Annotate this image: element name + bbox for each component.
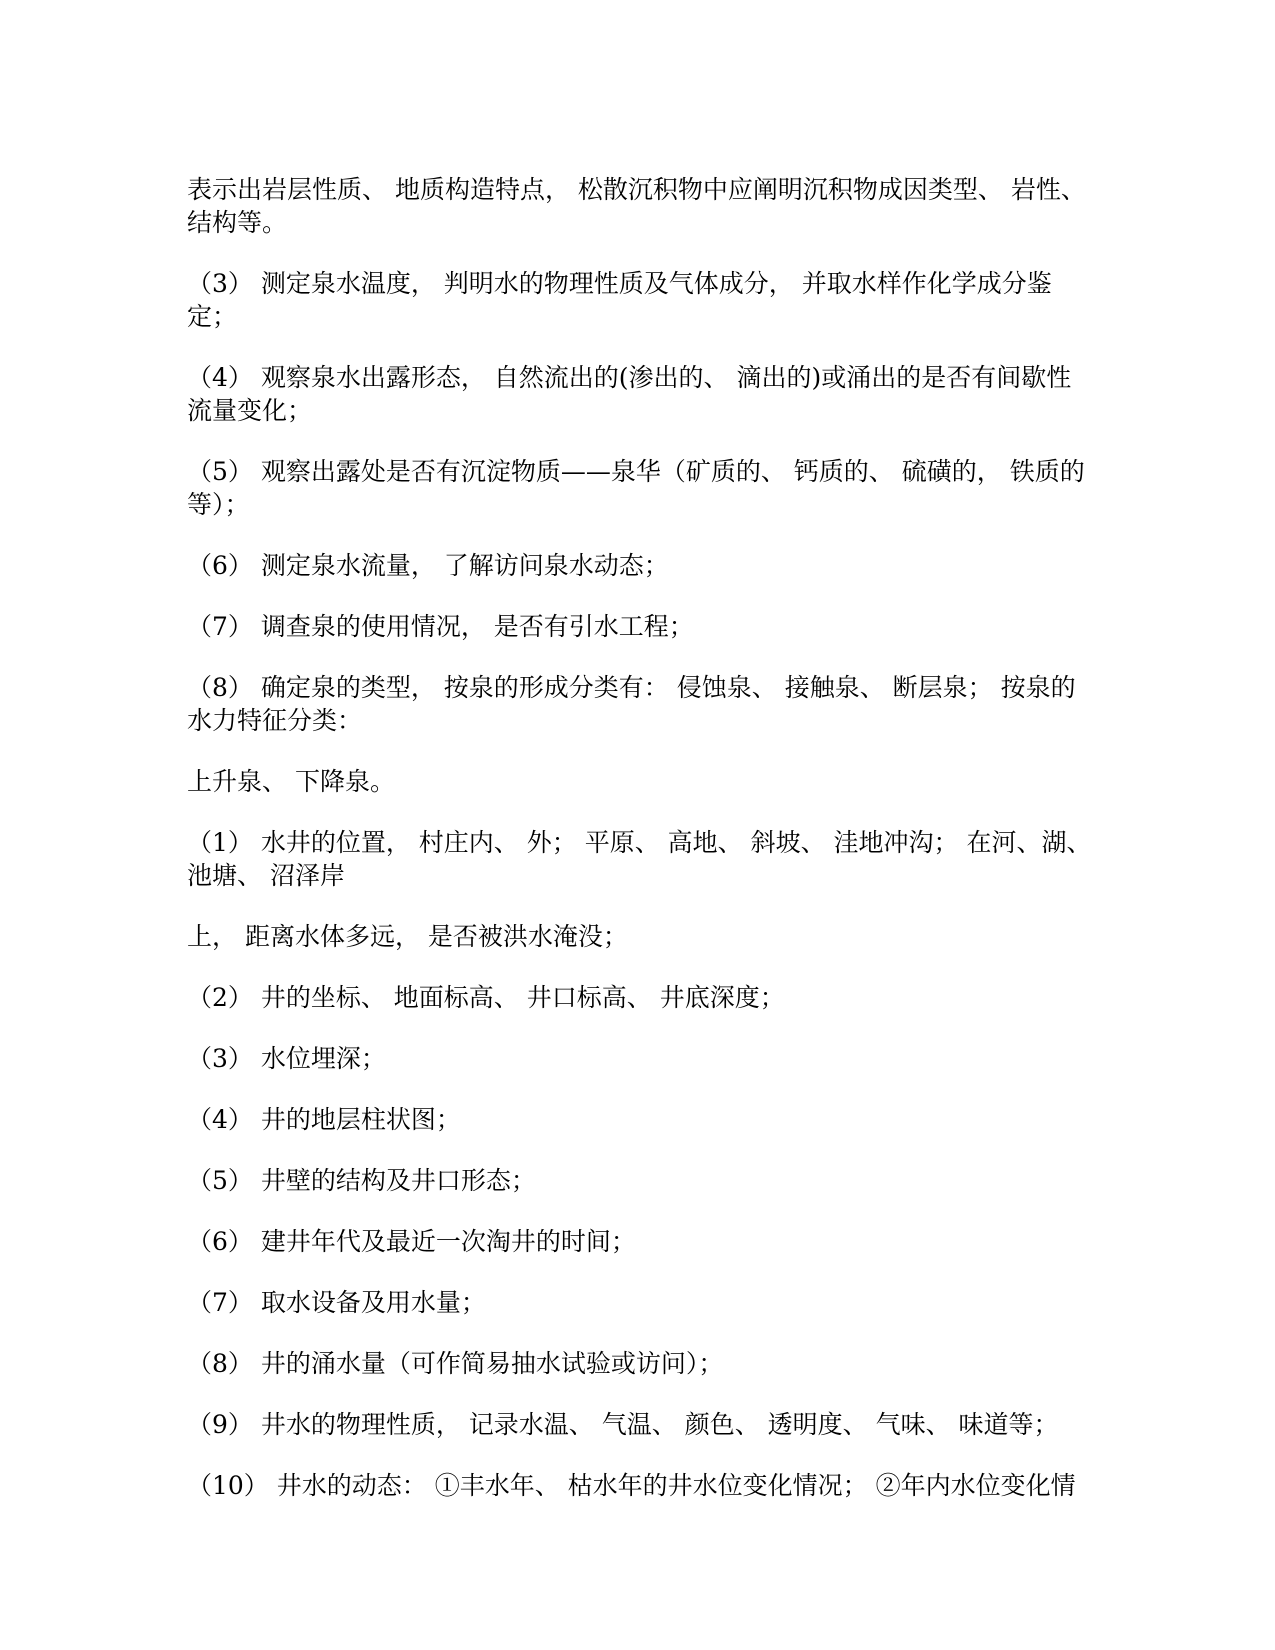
paragraph-15: （6） 建井年代及最近一次淘井的时间； (187, 1227, 636, 1256)
paragraph-3: （4） 观察泉水出露形态， 自然流出的(渗出的、 滴出的)或涌出的是否有间歇性流量变化； (187, 363, 1072, 425)
paragraph-13: （4） 井的地层柱状图； (187, 1105, 461, 1134)
paragraph-7: （8） 确定泉的类型， 按泉的形成分类有： 侵蚀泉、 接触泉、 断层泉； 按泉的水力特征分类： (187, 673, 1076, 735)
paragraph-6: （7） 调查泉的使用情况， 是否有引水工程； (187, 612, 694, 641)
paragraph-8: 上升泉、 下降泉。 (187, 767, 395, 796)
paragraph-19: （10） 井水的动态： ①丰水年、 枯水年的井水位变化情况； ②年内水位变化情 (187, 1471, 1076, 1500)
document-body (187, 173, 1100, 1530)
paragraph-14: （5） 井壁的结构及井口形态； (187, 1166, 536, 1195)
paragraph-10: 上， 距离水体多远， 是否被洪水淹没； (187, 922, 628, 951)
paragraph-2: （3） 测定泉水温度， 判明水的物理性质及气体成分， 并取水样作化学成分鉴定； (187, 269, 1052, 331)
paragraph-11: （2） 井的坐标、 地面标高、 井口标高、 井底深度； (187, 983, 785, 1012)
paragraph-17: （8） 井的涌水量（可作简易抽水试验或访问）； (187, 1349, 724, 1378)
paragraph-16: （7） 取水设备及用水量； (187, 1288, 486, 1317)
paragraph-5: （6） 测定泉水流量， 了解访问泉水动态； (187, 551, 669, 580)
paragraph-9: （1） 水井的位置， 村庄内、 外； 平原、 高地、 斜坡、 洼地冲沟； 在河、湖、 池塘、 沼泽岸 (187, 828, 1100, 890)
paragraph-18: （9） 井水的物理性质， 记录水温、 气温、 颜色、 透明度、 气味、 味道等； (187, 1410, 1059, 1439)
paragraph-4: （5） 观察出露处是否有沉淀物质——泉华（矿质的、 钙质的、 硫磺的， 铁质的等）； (187, 457, 1085, 519)
paragraph-12: （3） 水位埋深； (187, 1044, 386, 1073)
paragraph-1: 表示出岩层性质、 地质构造特点， 松散沉积物中应阐明沉积物成因类型、 岩性、结构等。 (187, 175, 1086, 237)
